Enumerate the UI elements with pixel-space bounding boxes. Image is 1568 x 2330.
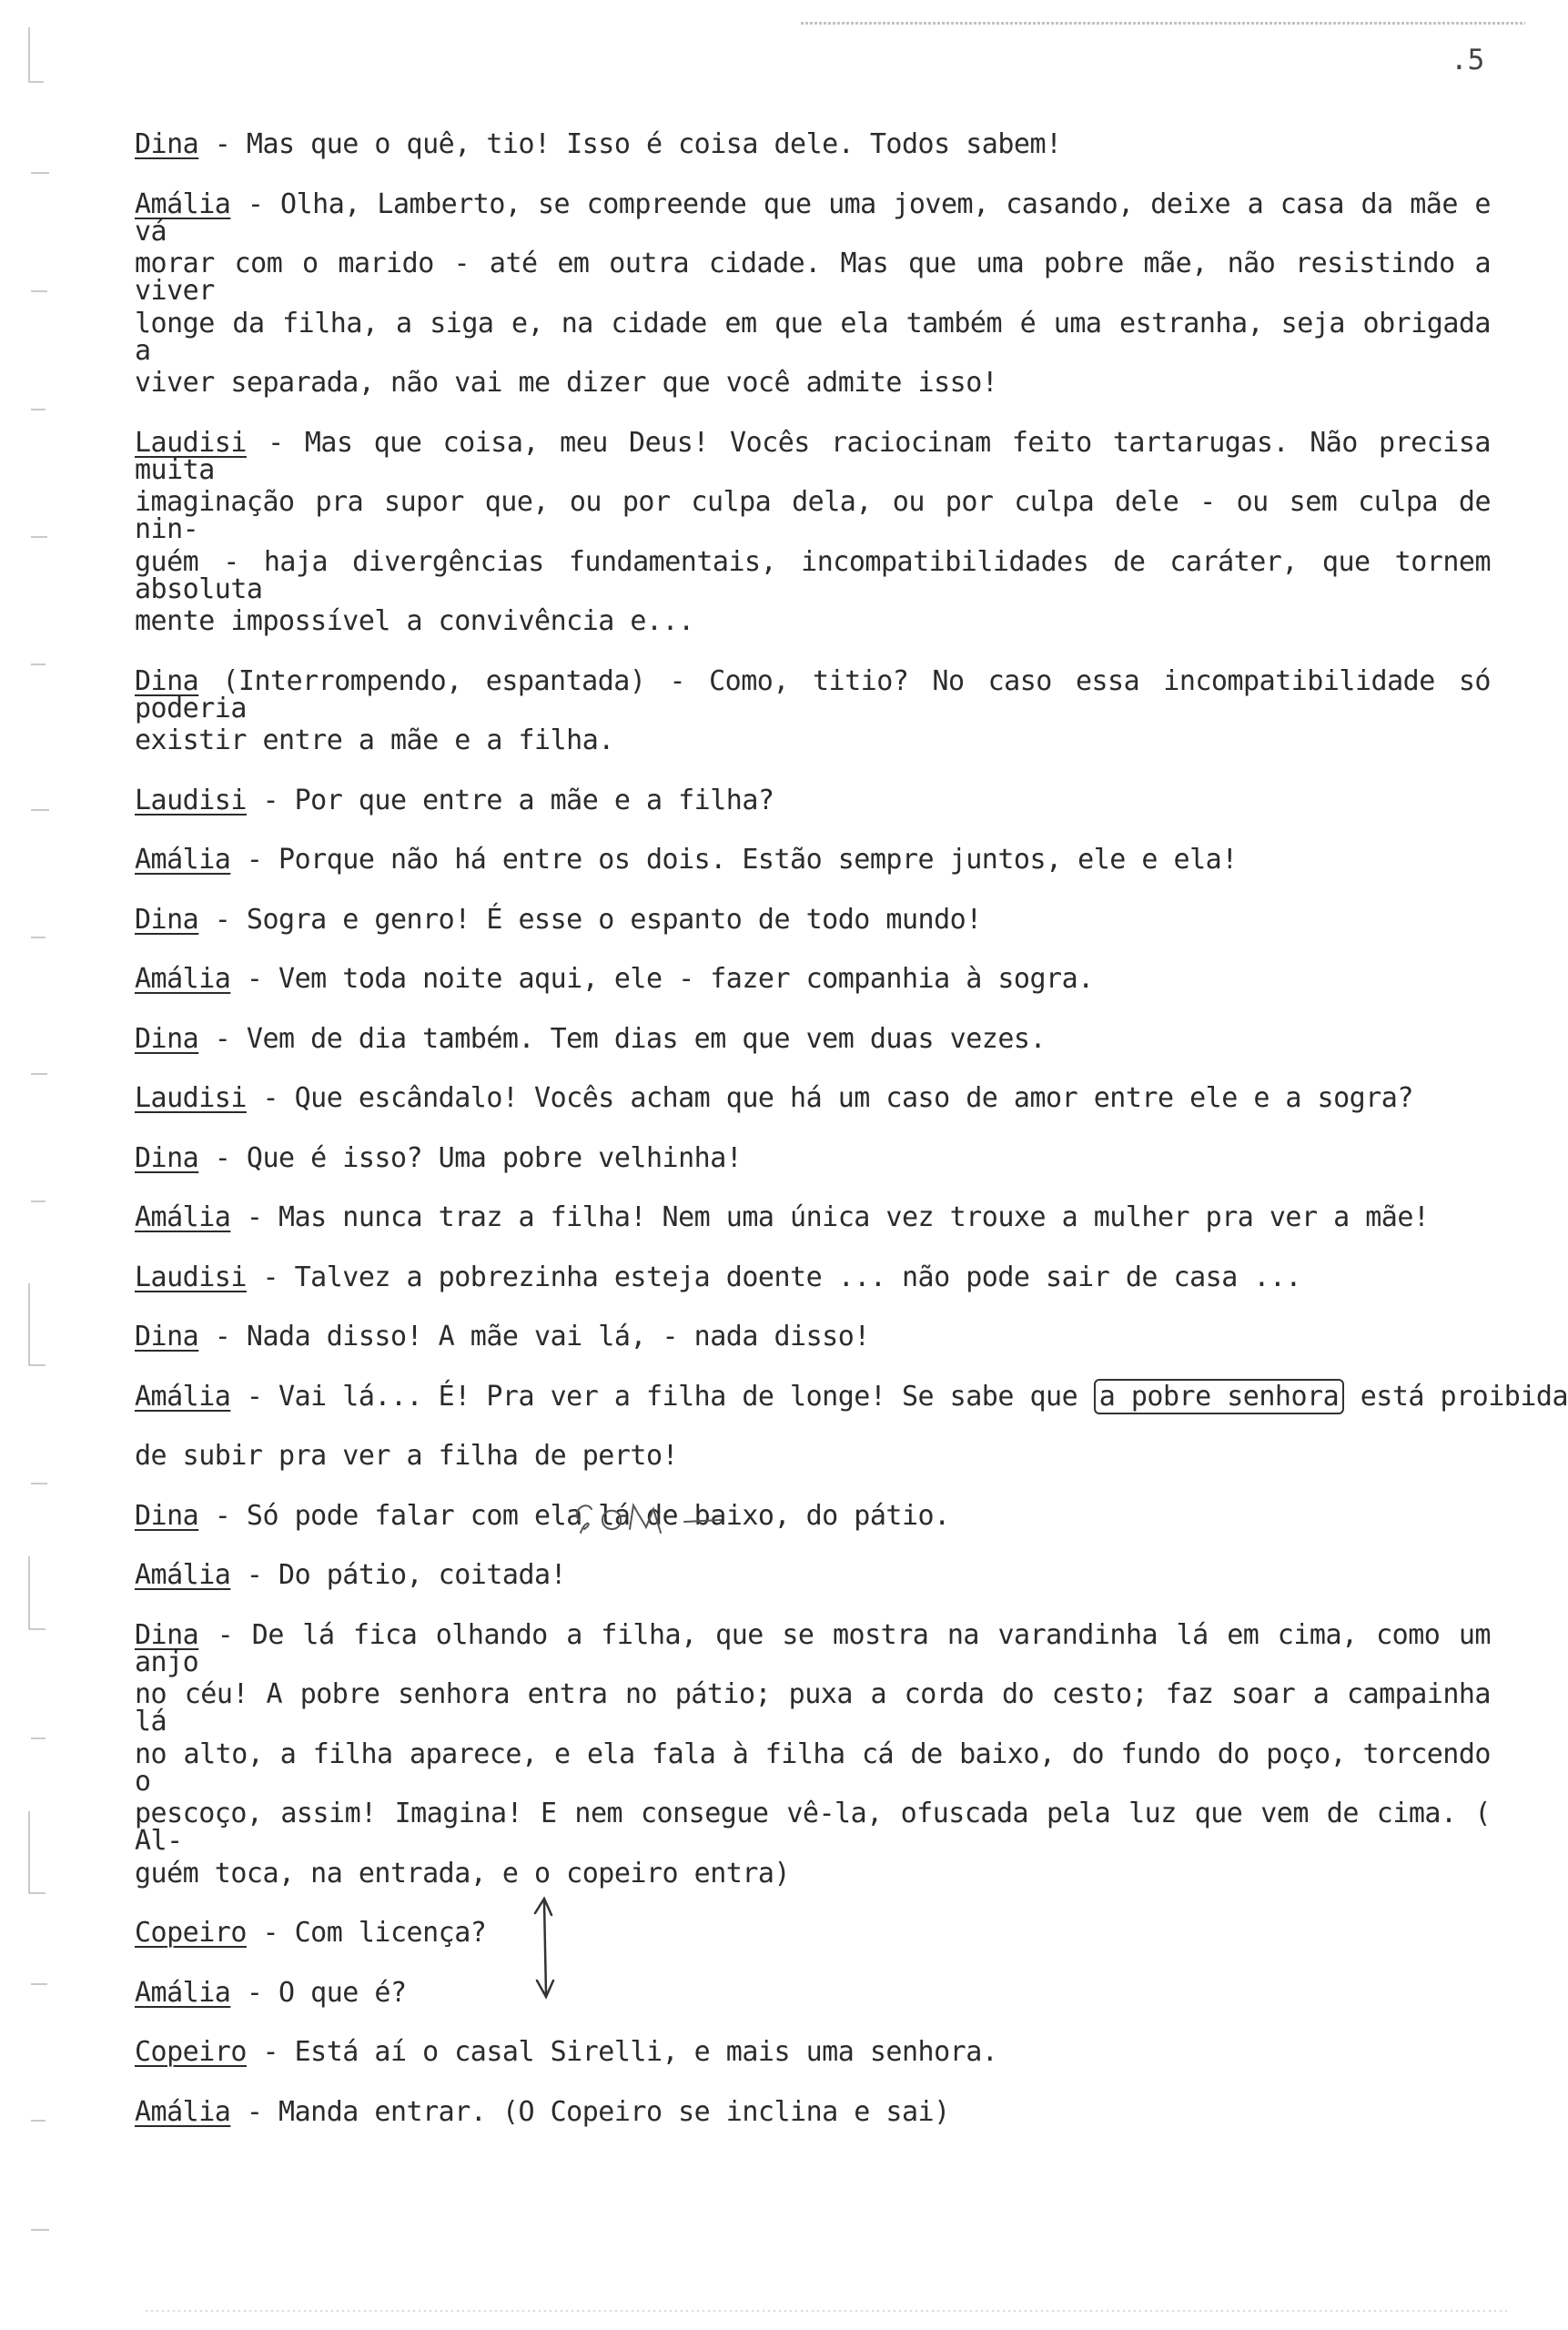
line-text: - Manda entrar. (O Copeiro se inclina e sai): [230, 2095, 950, 2128]
line-text: - Por que entre a mãe e a filha?: [246, 784, 774, 816]
speaker-name: Amália: [135, 844, 231, 876]
line-text: guém - haja divergências fundamentais, incompatibilidades de caráter, que tornem absoluta: [135, 545, 1491, 605]
circled-phrase: a pobre senhora: [1094, 1379, 1344, 1414]
line-text: guém toca, na entrada, e o copeiro entra): [135, 1857, 791, 1889]
line-text: - Nada disso! A mãe vai lá, - nada disso!: [198, 1321, 870, 1352]
script-line: [135, 247, 1491, 307]
speaker-name: Amália: [135, 187, 231, 220]
line-text: - Do pátio, coitada!: [230, 1559, 567, 1591]
bottom-scan-edge: [146, 2310, 1507, 2312]
script-line: [135, 1737, 1491, 1798]
line-text-after: está proibida: [1344, 1380, 1568, 1413]
script-line: [135, 962, 1491, 1022]
script-line: [135, 1499, 1491, 1559]
line-text: pescoço, assim! Imagina! E nem consegue vê-la, ofuscada pela luz que vem de cima. ( Al-: [135, 1798, 1491, 1857]
line-text: imaginação pra supor que, ou por culpa dela, ou por culpa dele - ou sem culpa de nin-: [135, 486, 1491, 545]
line-text: - Vem de dia também. Tem dias em que vem duas vezes.: [198, 1022, 1047, 1055]
script-line: [135, 1261, 1491, 1321]
script-line: [135, 1081, 1491, 1141]
line-text: - Vem toda noite aqui, ele - fazer companhia à sogra.: [230, 963, 1094, 995]
script-line: [135, 1320, 1491, 1380]
script-line: [135, 843, 1491, 903]
script-line: [135, 187, 1491, 248]
script-line: [135, 127, 1491, 187]
speaker-name: Dina: [135, 1499, 199, 1532]
speaker-name: Laudisi: [135, 426, 247, 459]
speaker-name: Copeiro: [135, 1917, 247, 1949]
line-text: no céu! A pobre senhora entra no pátio; puxa a corda do cesto; faz soar a campainha lá: [135, 1678, 1491, 1737]
script-line: [135, 2035, 1491, 2095]
speaker-name: Dina: [135, 128, 199, 160]
line-text: no alto, a filha aparece, e ela fala à filha cá de baixo, do fundo do poço, torcendo o: [135, 1737, 1491, 1798]
script-line: [135, 1141, 1491, 1201]
top-scan-edge: [801, 22, 1525, 25]
speaker-name: Laudisi: [135, 1082, 247, 1114]
script-line: [135, 1439, 1491, 1499]
line-text: - O que é?: [230, 1976, 407, 2009]
script-body: [135, 127, 1568, 2154]
speaker-name: Dina: [135, 664, 199, 697]
script-line: [135, 1558, 1491, 1618]
line-text: - Com licença?: [246, 1917, 487, 1949]
speaker-name: Laudisi: [135, 1261, 247, 1293]
script-line: [135, 724, 1491, 784]
speaker-name: Dina: [135, 1141, 199, 1174]
speaker-name: Amália: [135, 1559, 231, 1591]
speaker-name: Dina: [135, 1618, 199, 1651]
script-line: [135, 545, 1491, 605]
speaker-name: Amália: [135, 1380, 231, 1413]
line-text: - Mas que o quê, tio! Isso é coisa dele. Todos sabem!: [198, 128, 1062, 160]
script-line: [135, 604, 1491, 664]
script-line: [135, 1380, 1568, 1440]
line-text: de subir pra ver a filha de perto!: [135, 1440, 679, 1472]
script-line: [135, 1200, 1491, 1261]
line-text: - Mas nunca traz a filha! Nem uma única vez trouxe a mulher pra ver a mãe!: [230, 1201, 1430, 1233]
line-text: - Vai lá... É! Pra ver a filha de longe! Se sabe que: [230, 1380, 1094, 1413]
speaker-name: Amália: [135, 1201, 231, 1233]
line-text: - Porque não há entre os dois. Estão sempre juntos, ele e ela!: [230, 844, 1238, 876]
script-line: [135, 1677, 1491, 1737]
page-number: .5: [1451, 44, 1485, 76]
speaker-name: Dina: [135, 1022, 199, 1055]
line-text: - Que escândalo! Vocês acham que há um caso de amor entre ele e a sogra?: [246, 1082, 1413, 1114]
script-line: [135, 1916, 1491, 1976]
line-text: viver separada, não vai me dizer que você admite isso!: [135, 367, 998, 399]
script-line: [135, 485, 1491, 545]
script-line: [135, 1857, 1491, 1917]
script-line: [135, 664, 1491, 724]
line-text: - Talvez a pobrezinha esteja doente ... não pode sair de casa ...: [246, 1261, 1301, 1293]
speaker-name: Copeiro: [135, 2036, 247, 2068]
line-text: - Olha, Lamberto, se compreende que uma jovem, casando, deixe a casa da mãe e vá: [135, 187, 1491, 248]
speaker-name: Dina: [135, 1321, 199, 1352]
line-text: longe da filha, a siga e, na cidade em que ela também é uma estranha, seja obrigada a: [135, 307, 1491, 367]
speaker-name: Laudisi: [135, 784, 247, 816]
script-line: [135, 903, 1491, 963]
margin-hole-marks: [25, 27, 62, 2284]
script-line: [135, 1022, 1491, 1082]
script-line: [135, 366, 1491, 426]
handwritten-scribble: [566, 1493, 757, 1547]
double-headed-arrow: [526, 1893, 562, 2002]
script-line: [135, 1976, 1491, 2036]
script-line: [135, 1797, 1491, 1857]
line-text: - Está aí o casal Sirelli, e mais uma senhora.: [246, 2036, 998, 2068]
speaker-name: Amália: [135, 963, 231, 995]
line-text: - De lá fica olhando a filha, que se mostra na varandinha lá em cima, como um anjo: [135, 1618, 1491, 1678]
line-text: - Que é isso? Uma pobre velhinha!: [198, 1141, 743, 1174]
line-text: (Interrompendo, espantada) - Como, titio? No caso essa incompatibilidade só poderia: [135, 664, 1491, 724]
line-text: existir entre a mãe e a filha.: [135, 724, 614, 756]
line-text: - Só pode falar com ela lá de baixo, do pátio.: [198, 1499, 950, 1532]
speaker-name: Amália: [135, 1976, 231, 2009]
script-line: [135, 1618, 1491, 1678]
line-text: morar com o marido - até em outra cidade. Mas que uma pobre mãe, não resistindo a viver: [135, 248, 1491, 307]
script-line: [135, 307, 1491, 367]
script-line: [135, 2095, 1491, 2155]
line-text: mente impossível a convivência e...: [135, 605, 694, 637]
speaker-name: Dina: [135, 903, 199, 936]
line-text: - Sogra e genro! É esse o espanto de todo mundo!: [198, 903, 982, 936]
script-line: [135, 426, 1491, 486]
script-line: [135, 784, 1491, 844]
line-text: - Mas que coisa, meu Deus! Vocês raciocinam feito tartarugas. Não precisa muita: [135, 426, 1491, 486]
speaker-name: Amália: [135, 2095, 231, 2128]
